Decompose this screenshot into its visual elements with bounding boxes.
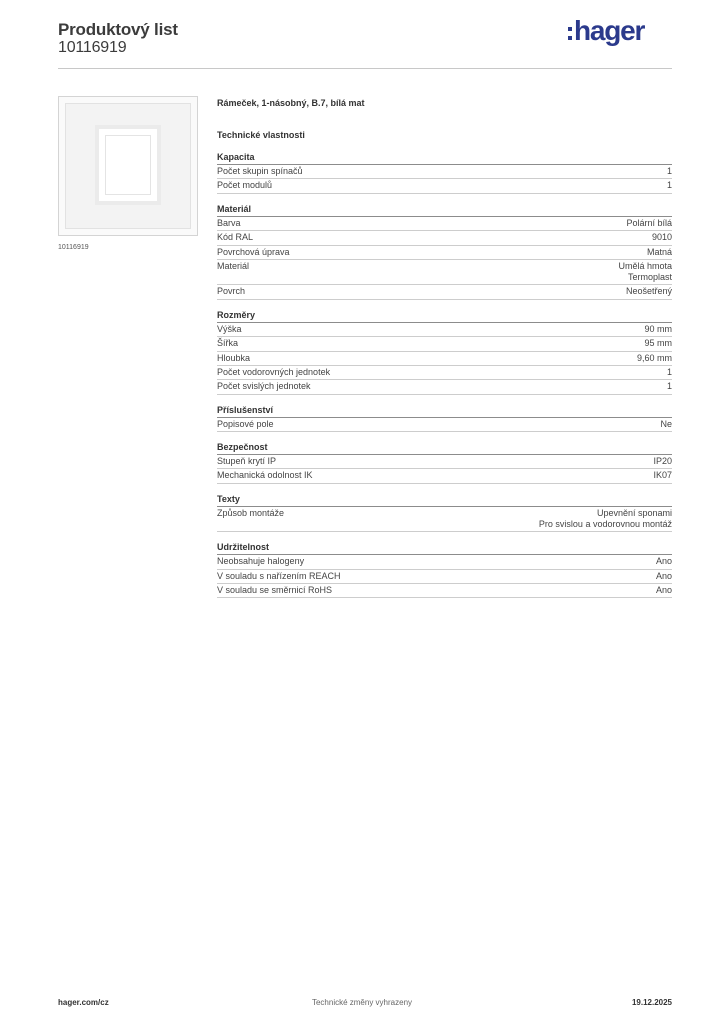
spec-label: Povrch bbox=[217, 286, 246, 297]
spec-row bbox=[217, 366, 672, 380]
footer-website-link[interactable]: hager.com/cz bbox=[58, 998, 109, 1007]
spec-value bbox=[637, 353, 672, 364]
spec-value bbox=[626, 218, 672, 229]
spec-value-line: Ne bbox=[660, 418, 672, 429]
spec-value bbox=[618, 261, 672, 283]
spec-value-line: Matná bbox=[646, 246, 672, 257]
section-title: Materiál bbox=[217, 203, 672, 217]
spec-value bbox=[644, 324, 672, 335]
spec-row bbox=[217, 570, 672, 584]
spec-value bbox=[653, 456, 672, 467]
spec-label: Počet vodorovných jednotek bbox=[217, 366, 331, 377]
spec-value bbox=[653, 470, 672, 481]
spec-value bbox=[660, 419, 672, 430]
frame-picture bbox=[65, 103, 191, 229]
spec-row bbox=[217, 584, 672, 598]
spec-sections bbox=[217, 151, 672, 598]
spec-row bbox=[217, 165, 672, 179]
spec-value-line: Ano bbox=[655, 570, 672, 581]
spec-value-line: 1 bbox=[666, 366, 672, 377]
section-title: Udržitelnost bbox=[217, 541, 672, 555]
spec-row bbox=[217, 246, 672, 260]
spec-value-line: Neošetřený bbox=[625, 286, 672, 297]
section-title: Příslušenství bbox=[217, 404, 672, 418]
logo-text: hager bbox=[574, 15, 645, 46]
spec-label: Popisové pole bbox=[217, 418, 274, 429]
spec-row bbox=[217, 352, 672, 366]
spec-label: Výška bbox=[217, 323, 242, 334]
spec-value bbox=[667, 166, 672, 177]
spec-value bbox=[656, 556, 672, 567]
spec-label: V souladu se směrnicí RoHS bbox=[217, 585, 333, 596]
spec-label: V souladu s nařízením REACH bbox=[217, 570, 341, 581]
section-title: Rozměry bbox=[217, 309, 672, 323]
spec-row bbox=[217, 380, 672, 394]
spec-value-line: Upevnění sponami bbox=[596, 507, 672, 518]
spec-row bbox=[217, 217, 672, 231]
section-title: Bezpečnost bbox=[217, 441, 672, 455]
spec-row bbox=[217, 469, 672, 483]
spec-value bbox=[656, 571, 672, 582]
spec-value bbox=[656, 585, 672, 596]
spec-value bbox=[644, 338, 672, 349]
spec-value-line: 90 mm bbox=[644, 323, 672, 334]
spec-label: Mechanická odolnost IK bbox=[217, 470, 313, 481]
spec-value-line: IP20 bbox=[653, 456, 672, 467]
spec-value-line: 1 bbox=[666, 180, 672, 191]
spec-label: Hloubka bbox=[217, 352, 251, 363]
spec-row bbox=[217, 507, 672, 532]
footer-date: 19.12.2025 bbox=[631, 998, 672, 1007]
spec-value-line: 9010 bbox=[651, 232, 672, 243]
spec-label: Neobsahuje halogeny bbox=[217, 556, 305, 567]
section-title: Kapacita bbox=[217, 151, 672, 165]
spec-row bbox=[217, 455, 672, 469]
spec-label: Počet skupin spínačů bbox=[217, 166, 303, 176]
header-divider bbox=[58, 68, 672, 69]
spec-row bbox=[217, 285, 672, 299]
spec-value-line: 1 bbox=[666, 166, 672, 176]
image-caption: 10116919 bbox=[58, 244, 89, 251]
spec-value-line: 95 mm bbox=[644, 338, 672, 349]
product-specs bbox=[217, 96, 672, 598]
footer-notice: Technické změny vyhrazeny bbox=[311, 998, 413, 1007]
spec-row bbox=[217, 555, 672, 569]
spec-value bbox=[647, 247, 672, 258]
spec-value bbox=[667, 381, 672, 392]
spec-value bbox=[652, 232, 672, 243]
spec-value-line: Termoplast bbox=[627, 271, 672, 282]
spec-value-line: IK07 bbox=[653, 470, 672, 481]
spec-row bbox=[217, 418, 672, 432]
spec-row bbox=[217, 260, 672, 285]
spec-value-line: Polární bílá bbox=[626, 217, 672, 228]
spec-value-line: 1 bbox=[666, 381, 672, 392]
product-code: 10116919 bbox=[58, 39, 127, 56]
spec-label: Počet modulů bbox=[217, 180, 273, 191]
spec-row bbox=[217, 231, 672, 245]
spec-value bbox=[626, 286, 672, 297]
spec-value-line: Ano bbox=[655, 556, 672, 567]
product-image bbox=[58, 96, 198, 236]
logo-dots-icon bbox=[568, 27, 572, 40]
spec-row bbox=[217, 179, 672, 193]
spec-value bbox=[667, 180, 672, 191]
spec-label: Materiál bbox=[217, 260, 250, 271]
spec-value-line: Ano bbox=[655, 585, 672, 596]
section-title: Texty bbox=[217, 493, 672, 507]
hager-logo[interactable] bbox=[568, 14, 644, 48]
spec-label: Barva bbox=[217, 217, 241, 228]
spec-row bbox=[217, 337, 672, 351]
spec-label: Kód RAL bbox=[217, 232, 254, 243]
spec-label: Způsob montáže bbox=[217, 507, 285, 518]
spec-value bbox=[667, 367, 672, 378]
spec-value-line: Umělá hmota bbox=[618, 260, 672, 271]
technical-properties-title: Technické vlastnosti bbox=[217, 130, 305, 140]
spec-label: Počet svislých jednotek bbox=[217, 381, 311, 392]
product-name: Rámeček, 1-násobný, B.7, bílá mat bbox=[217, 98, 365, 108]
spec-value bbox=[539, 508, 672, 530]
spec-label: Šířka bbox=[217, 338, 239, 349]
spec-label: Povrchová úprava bbox=[217, 246, 290, 257]
spec-label: Stupeň krytí IP bbox=[217, 456, 277, 467]
spec-value-line: Pro svislou a vodorovnou montáž bbox=[538, 518, 672, 529]
spec-row bbox=[217, 323, 672, 337]
header-title: Produktový list bbox=[58, 20, 178, 39]
spec-value-line: 9,60 mm bbox=[636, 352, 672, 363]
